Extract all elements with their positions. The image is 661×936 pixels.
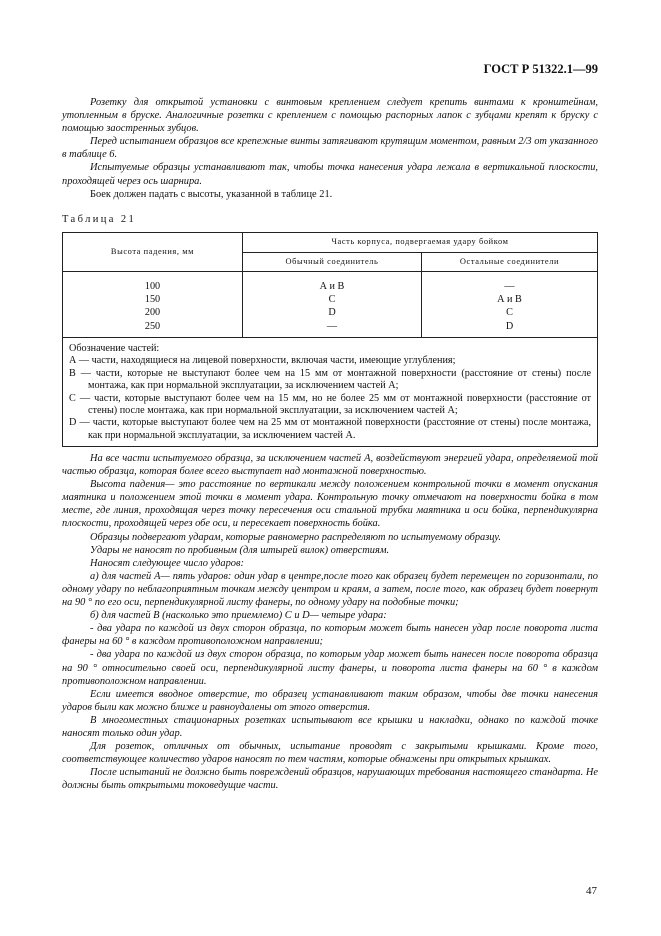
paragraph: Розетку для открытой установки с винтовым креплением следует крепить винтами к кронштейнам, утопленным в бруске. Аналогичные розетки с креплением с помощью распорных лапок с зубцами крепят к бруску с помощью заостренных зубцов. (62, 97, 598, 135)
table-notes (69, 343, 591, 442)
table-caption: Таблица 21 (62, 214, 137, 225)
paragraph: - два удара по каждой из двух сторон образца, по которым может быть нанесен удар после поворота листа фанеры на 60 ° в каждом противоположном направлении; (62, 623, 598, 648)
table-cell: А и В (319, 281, 345, 292)
paragraph: Высота падения— это расстояние по вертикали между положением контрольной точки в момент опускания маятника и положением этой точки в момент удара. Контрольную точку отмечают на поверхности бойка в том месте, где линия, проходящая через точку пересечения оси стальной трубки маятника и оси бойка, перпендикулярна плоскости, проходящей через обе оси, и пересекает поверхность бойка. (62, 479, 598, 530)
page-number: 47 (586, 885, 597, 897)
notes-title: Обозначение частей: (69, 343, 160, 354)
paragraph: - два удара по каждой из двух сторон образца, по которым удар может быть нанесен после поворота образца на 90 ° относительно своей оси, перпендикулярной листу фанеры, и поворота листа фанеры на 60 ° в каждом противоположном направлении. (62, 649, 598, 687)
note-item: С — части, которые выступают более чем на 15 мм, но не более 25 мм от монтажной поверхности (расстояние от стены) после монтажа, как при нормальной эксплуатации, за исключением частей А; (69, 392, 591, 417)
table-cell: 250 (144, 320, 161, 332)
paragraph: Удары не наносят по пробивным (для штырей вилок) отверстиям. (90, 544, 390, 556)
table-cell: С (506, 307, 513, 319)
table-divider (63, 271, 597, 272)
ordinary-column (243, 280, 421, 333)
table-cell: — (504, 281, 515, 292)
paragraph: б) для частей В (насколько это приемлемо) С и D— четыре удара: (90, 610, 387, 622)
column-group-header: Часть корпуса, подвергаемая удару бойком (331, 237, 509, 246)
table-cell: 200 (144, 307, 161, 319)
table-cell: D (505, 320, 514, 332)
table-divider (242, 252, 597, 253)
note-item: В — части, которые не выступают более чем на 15 мм от монтажной поверхности (расстояние от стены) после монтажа, как при нормальной эксплуатации, за исключением частей А; (69, 367, 591, 392)
intro-text (62, 96, 598, 201)
paragraph: а) для частей А— пять ударов: один удар в центре,после того как образец будет перемещен по горизонтали, по одному удару по неблагоприятным точкам между центром и краям, а затем, после того, как образец будет повернут на 90 ° по его оси, перпендикулярной листу фанеры, по одному удару на подобные точки; (62, 570, 598, 609)
paragraph: Испытуемые образцы устанавливают так, чтобы точка нанесения удара лежала в вертикальной плоскости, проходящей через ось шарнира. (62, 162, 598, 187)
table-cell: — (326, 320, 338, 332)
table-divider (63, 337, 597, 338)
table-cell: D (328, 307, 336, 319)
column-header-height: Высота падения, мм (110, 247, 195, 256)
paragraph: На все части испытуемого образца, за исключением частей А, воздействуют энергией удара, определяемой той частью образца, которая более всего выступает над монтажной поверхностью. (62, 453, 598, 478)
table-21 (62, 232, 598, 447)
column-header-other: Остальные соединители (459, 257, 560, 266)
other-column (422, 280, 597, 333)
note-item: D — части, которые выступают более чем на 25 мм от монтажной поверхности (расстояние от стены) после монтажа, как при нормальной эксплуатации, за исключением частей А. (69, 417, 591, 441)
paragraph: Боек должен падать с высоты, указанной в таблице 21. (90, 188, 333, 200)
paragraph: Перед испытанием образцов все крепежные винты затягивают крутящим моментом, равным 2/3 от указанного в таблице 6. (62, 136, 598, 161)
paragraph: Наносят следующее число ударов: (90, 557, 244, 569)
document-header: ГОСТ Р 51322.1—99 (483, 62, 598, 76)
column-header-ordinary: Обычный соединитель (285, 257, 379, 266)
paragraph: Образцы подвергают ударам, которые равномерно распределяют по испытуемому образцу. (90, 531, 501, 543)
table-cell: 150 (144, 294, 161, 306)
heights-column (63, 280, 242, 333)
table-cell: С (328, 294, 336, 306)
table-cell: 100 (144, 281, 161, 292)
body-text (62, 452, 598, 792)
paragraph: Для розеток, отличных от обычных, испытание проводят с закрытыми крышками. Кроме того, соответствующее количество ударов наносят по тем частям, которые обнажены при открытых крышках. (62, 741, 598, 766)
table-cell: А и В (497, 294, 522, 306)
note-item: А — части, находящиеся на лицевой поверхности, включая части, имеющие углубления; (69, 355, 456, 367)
paragraph: В многоместных стационарных розетках испытывают все крышки и накладки, однако по каждой точке наносят только один удар. (62, 714, 598, 739)
paragraph: Если имеется вводное отверстие, то образец устанавливают таким образом, чтобы две точки нанесения ударов были как можно ближе и равноудалены от этого отверстия. (62, 688, 598, 713)
paragraph: После испытаний не должно быть повреждений образцов, нарушающих требования настоящего стандарта. Не должны быть открытыми токоведущие части. (62, 767, 598, 792)
